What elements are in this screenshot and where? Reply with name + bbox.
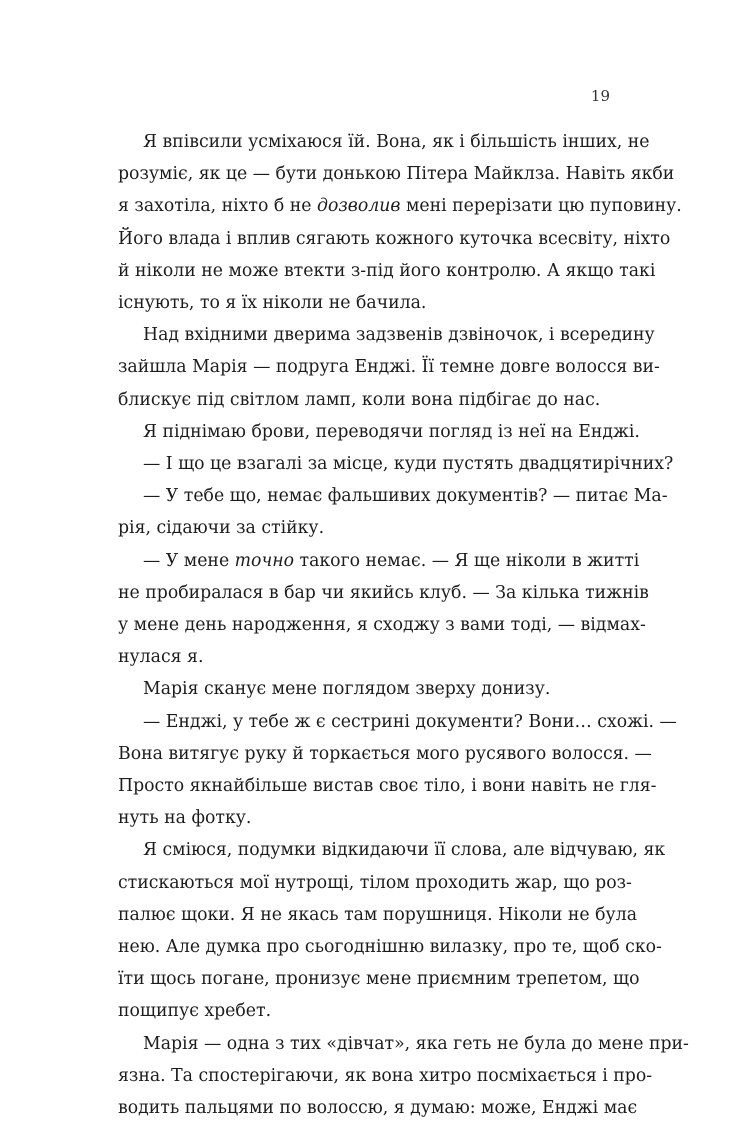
text-line: стискаються мої нутрощі, тілом проходить жар, що роз- (118, 872, 632, 893)
page-number: 19 (590, 87, 610, 105)
text-line: — І що це взагалі за місце, куди пустять двадцятирічних? (143, 454, 674, 475)
text-line: у мене день народження, я сходжу з вами тоді, — відмах- (118, 615, 646, 636)
text-line: пощипує хребет. (118, 1001, 272, 1022)
italic-word: точно (234, 550, 295, 571)
paragraph-6 (118, 545, 649, 674)
text-line: й ніколи не може втекти з-під його контролю. А якщо такі (118, 260, 656, 281)
paragraph-7 (118, 673, 614, 705)
text-line: Я впівсили усміхаюся їй. Вона, як і більшість інших, не (143, 132, 650, 152)
paragraph-5 (118, 480, 668, 544)
paragraph-10 (118, 1028, 689, 1124)
italic-word: дозволив (317, 196, 401, 217)
text-line: блискує під світлом ламп, коли вона підбігає до нас. (118, 389, 601, 410)
text-line: Вона витягує руку й торкається мого русявого волосся. — (118, 743, 652, 764)
text-fragment: такого немає. — Я ще ніколи в житті (299, 550, 640, 571)
paragraph-2 (118, 319, 660, 416)
paragraph-4 (118, 448, 674, 480)
text-fragment: мені перерізати цю пуповину. (405, 196, 682, 217)
text-line: їти щось погане, пронизує мене приємним трепетом, що (118, 969, 640, 990)
paragraph-3 (118, 416, 640, 448)
text-fragment: я захотіла, ніхто б не (118, 196, 318, 217)
text-line: нуть на фотку. (118, 808, 252, 829)
text-line: розуміє, як це — бути донькою Пітера Майклза. Навіть якби (118, 164, 675, 185)
text-line: існують, то я їх ніколи не бачила. (118, 293, 427, 314)
text-line: — Енджі, у тебе ж є сестрині документи? Вони… схожі. — (143, 711, 677, 732)
text-line: Його влада і вплив сягають кожного куточка всесвіту, ніхто (118, 228, 671, 249)
text-line: не пробиралася в бар чи якийсь клуб. — За кілька тижнів (118, 582, 649, 603)
paragraph-1 (118, 126, 682, 319)
text-line: язна. Та спостерігаючи, як вона хитро посміхається і про- (118, 1065, 653, 1086)
text-line: палює щоки. Я не якась там порушниця. Ніколи не була (118, 904, 638, 925)
text-line: Я піднімаю брови, переводячи погляд із неї на Енджі. (143, 421, 640, 442)
text-line: водить пальцями по волоссю, я думаю: може, Енджі має (118, 1098, 638, 1119)
text-line: Марія — одна з тих «дівчат», яка геть не була до мене при- (143, 1033, 689, 1054)
paragraph-9 (118, 834, 666, 1027)
text-line (118, 190, 682, 222)
text-line: зайшла Марія — подруга Енджі. Її темне довге волосся ви- (118, 357, 660, 378)
text-line: Просто якнайбільше вистав своє тіло, і вони навіть не гля- (118, 776, 657, 797)
paragraph-8 (118, 706, 677, 835)
text-line (118, 545, 640, 577)
text-line: Над вхідними дверима задзвенів дзвіночок, і всередину (143, 325, 655, 346)
text-line: рія, сідаючи за стійку. (118, 518, 325, 539)
text-line: — У тебе що, немає фальшивих документів? — питає Ма- (143, 486, 668, 507)
text-line: нулася я. (118, 647, 204, 668)
text-line: нею. Але думка про сьогоднішню вилазку, про те, щоб ско- (118, 937, 662, 958)
text-line: Я сміюся, подумки відкидаючи її слова, але відчуваю, як (143, 840, 666, 861)
body-text (118, 126, 689, 1124)
text-fragment: — У мене (143, 550, 235, 571)
text-line: Марія сканує мене поглядом зверху донизу. (143, 679, 551, 700)
